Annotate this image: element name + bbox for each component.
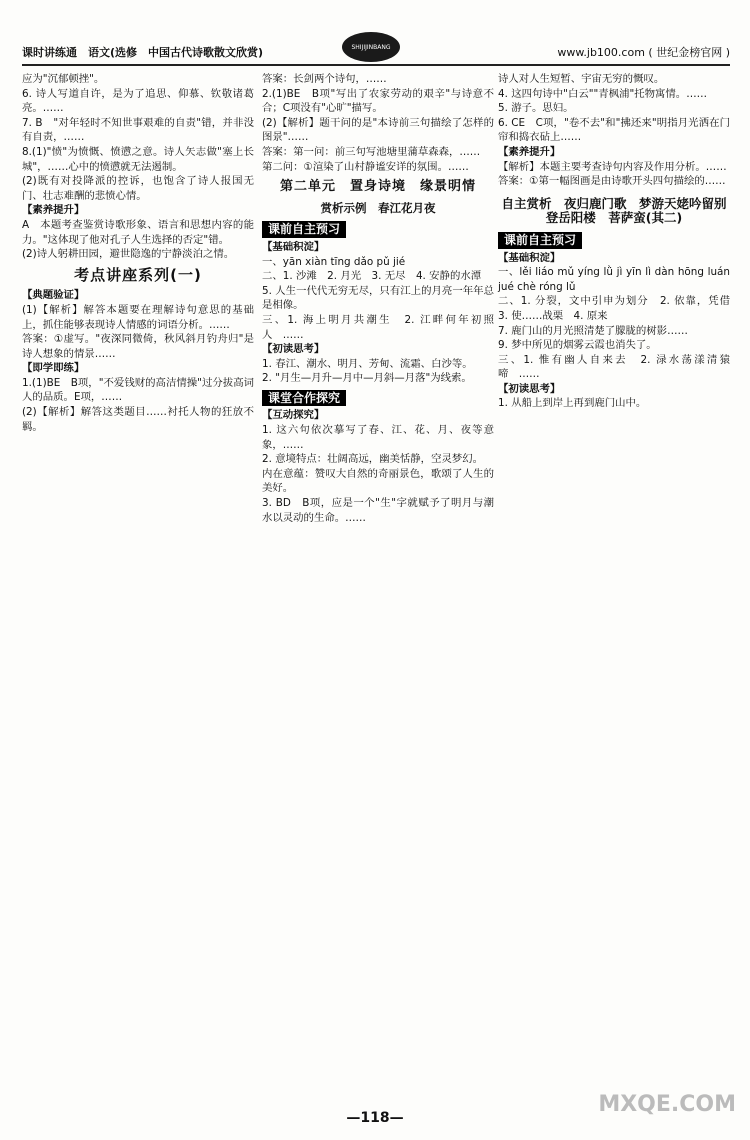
paragraph: 1. 春江、潮水、明月、芳甸、流霜、白沙等。 — [262, 357, 473, 370]
header-left — [22, 44, 263, 60]
paragraph: 5. 人生一代代无穷无尽，只有江上的月亮一年年总是相像。 — [262, 284, 494, 312]
paragraph: 一、yān xiàn tīng dǎo pǔ jié — [262, 255, 406, 268]
paragraph: 一、lěi liáo mǔ yíng lǜ jì yīn lì dàn hōng luán jué chè róng lǔ — [498, 266, 730, 293]
paragraph: 1. 从船上到岸上再到鹿门山中。 — [498, 397, 647, 410]
paragraph: 答案：长剑两个诗句，…… — [262, 73, 387, 85]
paragraph: 内在意蕴：赞叹大自然的奇丽景色，歌颂了人生的美好。 — [262, 467, 494, 495]
section-tag: 【素养提升】 — [498, 145, 561, 158]
paragraph: (2)诗人躬耕田园，避世隐逸的宁静淡泊之情。 — [22, 248, 235, 261]
paragraph: 二、1. 沙滩 2. 月光 3. 无尽 4. 安静的水潭 — [262, 270, 482, 283]
section-tag: 【基础积淀】 — [262, 240, 325, 253]
header-website: www.jb100.com ( 世纪金榜官网 ) — [557, 46, 730, 59]
page-number: —118— — [346, 1110, 404, 1126]
paragraph: 4. 这四句诗中"白云""青枫浦"托物寓情。…… — [498, 87, 707, 100]
section-tag: 【初读思考】 — [262, 343, 325, 356]
paragraph: (2)【解析】题干问的是"本诗前三句描绘了怎样的图景"…… — [262, 116, 494, 144]
section-tag: 【典题验证】 — [22, 289, 85, 302]
unit-title: 第二单元 置身诗境 缘景明情 — [279, 179, 476, 195]
paragraph: 第二问：①渲染了山村静谧安详的氛围。…… — [262, 160, 469, 173]
lesson-title: 自主赏析 夜归鹿门歌 梦游天姥吟留别 登岳阳楼 菩萨蛮(其二) — [501, 195, 740, 226]
section-tag: 【素养提升】 — [22, 204, 85, 217]
paragraph: 5. 游子。思妇。 — [498, 102, 574, 115]
column-3 — [498, 72, 741, 411]
section-title: 考点讲座系列(一) — [74, 265, 202, 284]
paragraph: A 本题考查鉴赏诗歌形象、语言和思想内容的能力。"这体现了他对孔子人生选择的否定"错。 — [22, 218, 254, 246]
paragraph: 答案：第一问：前三句写池塘里蒲草森森，…… — [262, 145, 481, 158]
section-tag: 【初读思考】 — [498, 382, 561, 395]
section-banner: 课前自主预习 — [262, 221, 346, 238]
paragraph: (2)【解析】解答这类题目……衬托人物的狂放不羁。 — [22, 406, 254, 433]
paragraph: 2. "月生—月升—月中—月斜—月落"为线索。 — [262, 372, 472, 385]
paragraph: 诗人对人生短暂、宇宙无穷的慨叹。 — [498, 73, 665, 85]
paragraph: 9. 梦中所见的烟雾云霞也消失了。 — [498, 339, 657, 352]
paragraph: 2. 意境特点：壮阔高远，幽美恬静，空灵梦幻。 — [262, 453, 484, 466]
section-banner: 课堂合作探究 — [262, 390, 346, 407]
subject-name: 语文(选修 中国古代诗歌散文欣赏) — [88, 46, 264, 59]
paragraph: 三、1. 惟有幽人自来去 2. 渌水荡漾清猿啼 …… — [498, 353, 730, 381]
publisher-logo: SHIJIJINBANG — [342, 32, 400, 62]
paragraph: 三、1. 海上明月共潮生 2. 江畔何年初照人 …… — [262, 313, 494, 341]
section-banner: 课前自主预习 — [498, 232, 582, 249]
section-tag: 【即学即练】 — [22, 362, 85, 375]
paragraph: 答案：①第一幅图画是由诗歌开头四句描绘的…… — [498, 175, 726, 188]
paragraph: 1. 这六句依次摹写了春、江、花、月、夜等意象，…… — [262, 424, 494, 451]
paragraph: 3. BD B项，应是一个"生"字就赋予了明月与潮水以灵动的生命。…… — [262, 497, 494, 524]
paragraph: (1)【解析】解答本题要在理解诗句意思的基础上，抓住能够表现诗人情感的词语分析。…… — [22, 303, 254, 331]
paragraph: 答案：①虚写。"夜深同微倚，秋风斜月钓舟归"是诗人想象的情景…… — [22, 333, 254, 360]
watermark: MXQE.COM — [598, 1092, 736, 1117]
paragraph: 应为"沉郁顿挫"。 — [22, 73, 105, 85]
paragraph: 7. 鹿门山的月光照清楚了朦胧的树影…… — [498, 324, 688, 337]
column-1 — [22, 72, 254, 434]
paragraph: 【解析】本题主要考查诗句内容及作用分析。…… — [498, 160, 727, 173]
paragraph: 6. 诗人写道自许，是为了追思、仰慕、钦敬诸葛亮。…… — [22, 87, 254, 115]
paragraph: 8.(1)"愤"为愤慨、愤懑之意。诗人矢志做"塞上长城"，……心中的愤懑就无法遏制。 — [22, 145, 254, 173]
paragraph: (2)既有对投降派的控诉，也饱含了诗人报国无门、壮志难酬的悲愤心情。 — [22, 175, 254, 202]
paragraph: 1.(1)BE B项，"不爱钱财的高洁情操"过分拔高词人的品质。E项，…… — [22, 376, 254, 404]
paragraph: 6. CE C项，"卷不去"和"拂还来"明指月光洒在门帘和捣衣砧上…… — [498, 116, 730, 144]
section-tag: 【互动探究】 — [262, 409, 325, 422]
lesson-title: 赏析示例 春江花月夜 — [320, 200, 436, 215]
column-2 — [262, 72, 494, 525]
paragraph: 二、1. 分裂，文中引申为划分 2. 依靠，凭借 3. 使……战栗 4. 原来 — [498, 295, 741, 322]
series-name: 课时讲练通 — [22, 46, 77, 59]
paragraph: 7. B "对年轻时不知世事艰难的自责"错，并非没有自责，…… — [22, 116, 254, 144]
paragraph: 2.(1)BE B项"写出了农家劳动的艰辛"与诗意不合；C项没有"心旷"描写。 — [262, 87, 494, 115]
page-header — [22, 30, 730, 66]
section-tag: 【基础积淀】 — [498, 251, 561, 264]
